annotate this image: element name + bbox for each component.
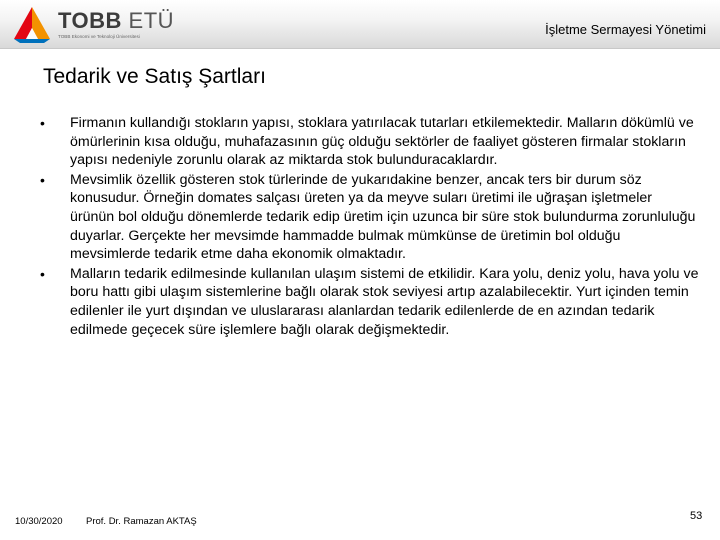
page-number: 53 xyxy=(690,510,703,522)
bullet-item xyxy=(40,265,700,339)
tobb-etu-logo-mark-icon xyxy=(12,6,52,44)
logo-name-light: ETÜ xyxy=(121,8,175,33)
tobb-etu-logo xyxy=(12,6,175,44)
bullet-text: Firmanın kullandığı stokların yapısı, stoklara yatırılacak tutarları etkilemektedir. Malların dökümlü ve ömürlerinin kısa olduğu, muhafazasının güç olduğu sektörler de faaliyet gösteren firmalar stokların yapısı nedeniyle zorunlu olarak az miktarda stok bulunduracaklardır. xyxy=(70,115,694,169)
slide-title: Tedarik ve Satış Şartları xyxy=(43,65,266,88)
bullet-list xyxy=(40,114,700,340)
header-bar xyxy=(0,0,720,49)
bullet-item xyxy=(40,114,700,170)
bullet-marker: • xyxy=(40,115,45,131)
bullet-text: Malların tedarik edilmesinde kullanılan ulaşım sistemi de etkilidir. Kara yolu, deniz yolu, hava yolu ve boru hattı gibi ulaşım sistemlerine bağlı olarak stok seviyesi artıp azalabilecektir. Yurt içinden temin edilenler ile yurt dışından ve uluslararası alanlardan tedarik edilenlerde de en azından tedarik edilmede geçecek süre işlemlere bağlı olarak değişmektedir. xyxy=(70,265,699,338)
footer-author: Prof. Dr. Ramazan AKTAŞ xyxy=(86,516,197,527)
bullet-marker: • xyxy=(40,265,45,282)
bullet-marker: • xyxy=(40,171,45,188)
logo-subtitle: TOBB Ekonomi ve Teknoloji Üniversitesi xyxy=(58,34,140,39)
bullet-text: Mevsimlik özellik gösteren stok türlerinde de yukarıdakine benzer, ancak ters bir durum söz konusudur. Örneğin domates salçası üreten ya da meyve suları üretimi ile uğraşan işletmeler ürünün bol olduğu dönemlerde tedarik edip üretim için uzunca bir süre stok bulundurma zorunluluğu duyarlar. Gerçekte her mevsimde hammadde bulmak mümkünse de üretimin bol olduğu mevsimlerde tedarik etme daha ekonomik olmaktadır. xyxy=(70,171,696,263)
logo-wordmark xyxy=(58,8,174,34)
footer-date: 10/30/2020 xyxy=(15,516,63,527)
header-title: İşletme Sermayesi Yönetimi xyxy=(545,22,706,37)
bullet-item xyxy=(40,171,700,264)
logo-name-bold: TOBB xyxy=(58,8,122,33)
